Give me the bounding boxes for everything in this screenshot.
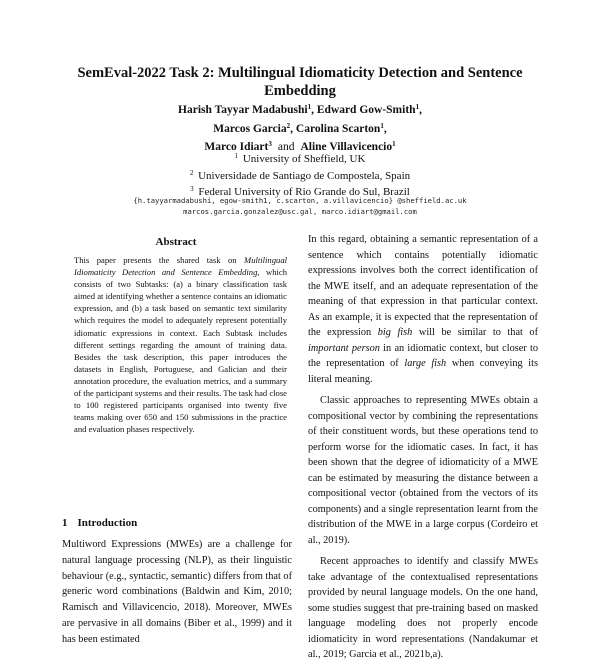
author-name: Marco Idiart: [204, 141, 269, 153]
abstract-heading: Abstract: [155, 236, 197, 248]
emphasis: large fish: [404, 358, 447, 369]
author-affil-mark: 3: [268, 140, 272, 148]
introduction-text: Multiword Expressions (MWEs) are a challenge for natural language processing (NLP), as their linguistic behaviour (e.g., syntactic, semantic) differs from that of generic word combinations (Baldwin and Kim, 2010; Ramisch and Villavicencio, 2018). Moreover, MWEs are pervasive in all domains (Biber et al., 1999) and it has been estimated: [62, 539, 292, 645]
author-name: Aline Villavicencio: [300, 141, 393, 153]
author-name: Harish Tayyar Madabushi: [178, 104, 308, 116]
author-affil-mark: 1: [415, 103, 420, 111]
affiliation-mark: 3: [190, 185, 194, 193]
author-affil-mark: 1: [307, 103, 312, 111]
right-column: [308, 232, 538, 663]
title-line-2: Embedding: [264, 83, 336, 99]
paragraph: [308, 232, 538, 387]
author-list: [40, 100, 560, 156]
text-part: will be similar to that of: [412, 327, 539, 338]
paragraph: Recent approaches to identify and classify MWEs take advantage of the contextualised representations provided by neural language models. On the one hand, some studies suggest that pre-training based on masked language modeling does not properly encode idiomaticity in word representations (Nandakumar et al., 2019; Garcia et al., 2021b,a).: [308, 556, 538, 660]
affiliation-list: [40, 150, 560, 200]
author-affil-mark: 1: [392, 140, 396, 148]
author-name: Edward Gow-Smith: [316, 104, 416, 116]
affiliation-item: [40, 150, 560, 167]
affiliation-name: Universidade de Santiago de Compostela, Spain: [198, 169, 411, 182]
author-affil-mark: 2: [286, 121, 291, 130]
author-name: Marcos Garcia: [213, 122, 287, 135]
email-line-1: {h.tayyarmadabushi, egow-smith1, c.scarton, a.villavicencio} @sheffield.ac.uk: [133, 196, 467, 205]
author-line-1: Harish Tayyar Madabushi$^1$, Edward Gow-Smith$^1$,: [178, 103, 422, 116]
text-part: in an idiomatic context, but closer to the representation of: [308, 342, 538, 369]
title-line-1: SemEval-2022 Task 2: Multilingual Idiomaticity Detection and Sentence: [77, 65, 523, 81]
email-line-2: marcos.garcia.gonzalez@usc.gal, marco.idiart@gmail.com: [183, 206, 417, 216]
affiliation-mark: 2: [189, 168, 194, 177]
emphasis: important person: [308, 342, 380, 354]
abstract-emphasis: Multilingual Idiomaticity Detection and Sentence Embedding: [74, 255, 287, 278]
author-name: Carolina Scarton: [295, 122, 381, 135]
affiliation-name: Federal University of Rio Grande do Sul, Brazil: [198, 186, 410, 198]
section-number: 1: [62, 517, 68, 529]
affiliation-item: [40, 167, 560, 184]
text-part: In this regard, obtaining a semantic representation of a sentence which contains potentially idiomatic expressions involves both the correct identification of the MWE itself, and an adequate representation of the meaning of that expression in that particular context. As an example, it is expected that the representation of the expression: [308, 234, 538, 338]
author-affil-mark: 1: [380, 121, 384, 130]
section-title: Introduction: [77, 517, 138, 529]
paper-title: [40, 64, 560, 100]
emphasis: big fish: [377, 327, 413, 338]
paragraph: Classic approaches to representing MWEs obtain a compositional vector by combining the representations of their constituent words, but these operations tend to perform worse for the idiomatic cases. In fact, it has been shown that the degree of idiomaticity of a MWE can be estimated by measuring the distance between a compositional vector (obtained from the vectors of its components) and a single representation learnt from the distribution of the MWE in a large corpus (Cordeiro et al., 2019).: [308, 395, 538, 546]
author-line-2: Marcos Garcia$^2$, Carolina Scarton$^1$,: [213, 121, 387, 135]
affiliation-name: University of Sheffield, UK: [242, 153, 366, 165]
affiliation-mark: 1: [234, 152, 239, 160]
abstract-text-part: This paper presents the shared task on: [74, 255, 245, 265]
email-list: [40, 196, 560, 217]
abstract-text: [74, 254, 287, 435]
abstract-text-part: , which consists of two Subtasks: (a) a binary classification task aimed at identifying whether a sentence contains an idiomatic expression, and (b) a task based on semantic text similarity which requires the model to adequately represent potentially idiomatic expressions in context. Each Subtask includes different settings regarding the amount of training data. Besides the task description, this paper introduces the datasets in English, Portuguese, and Galician and their annotation procedure, the evaluation metrics, and a summary of the participant systems and their results. The task had close to 100 registered participants organised into twenty five teams making over 650 and 150 submissions in the practice and evaluation phases respectively.: [74, 267, 287, 435]
section-heading-introduction: [62, 517, 292, 529]
and-word: and: [277, 141, 295, 153]
text-part: when conveying its literal meaning.: [308, 358, 538, 385]
